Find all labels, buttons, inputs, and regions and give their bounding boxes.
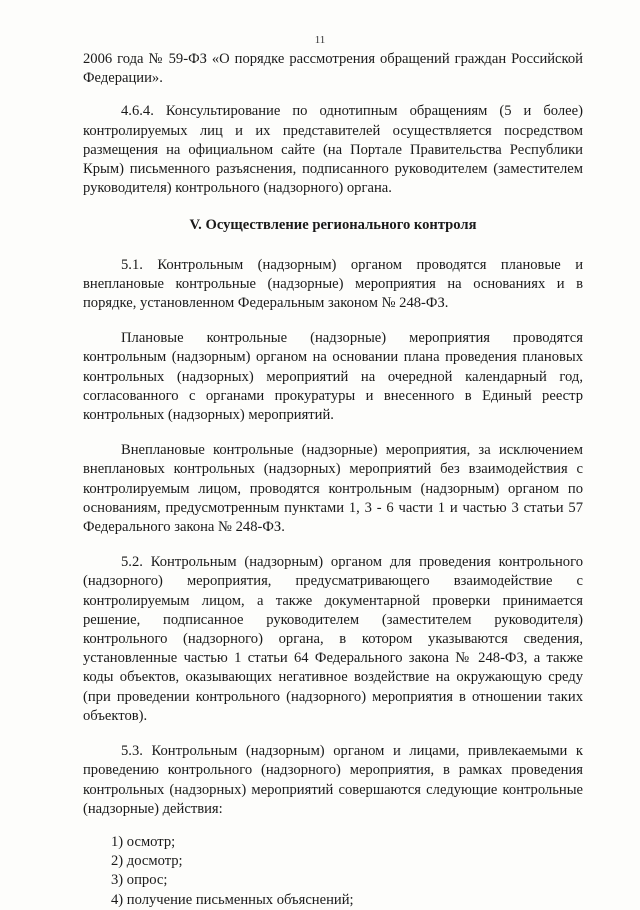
paragraph-4-6-4: 4.6.4. Консультирование по однотипным обращениям (5 и более) контролируемых лиц и их представителей осуществляется посредством размещения на официальном сайте (на Портале Правительства Республики Крым) письменного разъяснения, подписанного руководителем (заместителем руководителя) контрольного (надзорного) органа. [83,103,583,197]
list-item: 1) осмотр; [111,833,176,850]
paragraph-unplanned-measures: Внеплановые контрольные (надзорные) мероприятия, за исключением внеплановых контрольных (надзорных) мероприятий без взаимодействия с контролируемым лицом, проводятся контрольным (надзорным) органом по основаниям, предусмотренным пунктами 1, 3 - 6 части 1 и частью 3 статьи 57 Федерального закона № 248-ФЗ. [83,442,583,536]
paragraph-planned-measures: Плановые контрольные (надзорные) мероприятия проводятся контрольным (надзорным) органом на основании плана проведения плановых контрольных (надзорных) мероприятий на очередной календарный год, согласованного с органами прокуратуры и внесенного в Единый реестр контрольных (надзорных) мероприятий. [83,330,583,424]
paragraph-5-1: 5.1. Контрольным (надзорным) органом проводятся плановые и внеплановые контрольные (надзорные) мероприятия на основаниях и в порядке, установленном Федеральным законом № 248-ФЗ. [83,256,583,312]
document-body [83,50,583,910]
actions-list [83,833,583,910]
list-item: 4) получение письменных объяснений; [111,891,354,908]
paragraph-5-3: 5.3. Контрольным (надзорным) органом и лицами, привлекаемыми к проведению контрольного (надзорного) мероприятия, в рамках проведения контрольных (надзорных) мероприятий совершаются следующие контрольные (надзорные) действия: [83,743,583,817]
paragraph-5-2: 5.2. Контрольным (надзорным) органом для проведения контрольного (надзорного) мероприятия, предусматривающего взаимодействие с контролируемым лицом, а также документарной проверки принимается решение, подписанное руководителем (заместителем руководителя) контрольного (надзорного) органа, в котором указываются сведения, установленные частью 1 статьи 64 Федерального закона № 248-ФЗ, а также коды объектов, оказывающих негативное воздействие на окружающую среду (при проведении контрольного (надзорного) мероприятия в отношении таких объектов). [83,554,583,724]
section-heading: V. Осуществление регионального контроля [189,217,477,234]
list-item: 3) опрос; [111,872,168,889]
list-item: 2) досмотр; [111,853,183,870]
paragraph-law-reference: 2006 года № 59-ФЗ «О порядке рассмотрения обращений граждан Российской Федерации». [83,51,583,87]
page-number: 11 [314,34,326,46]
